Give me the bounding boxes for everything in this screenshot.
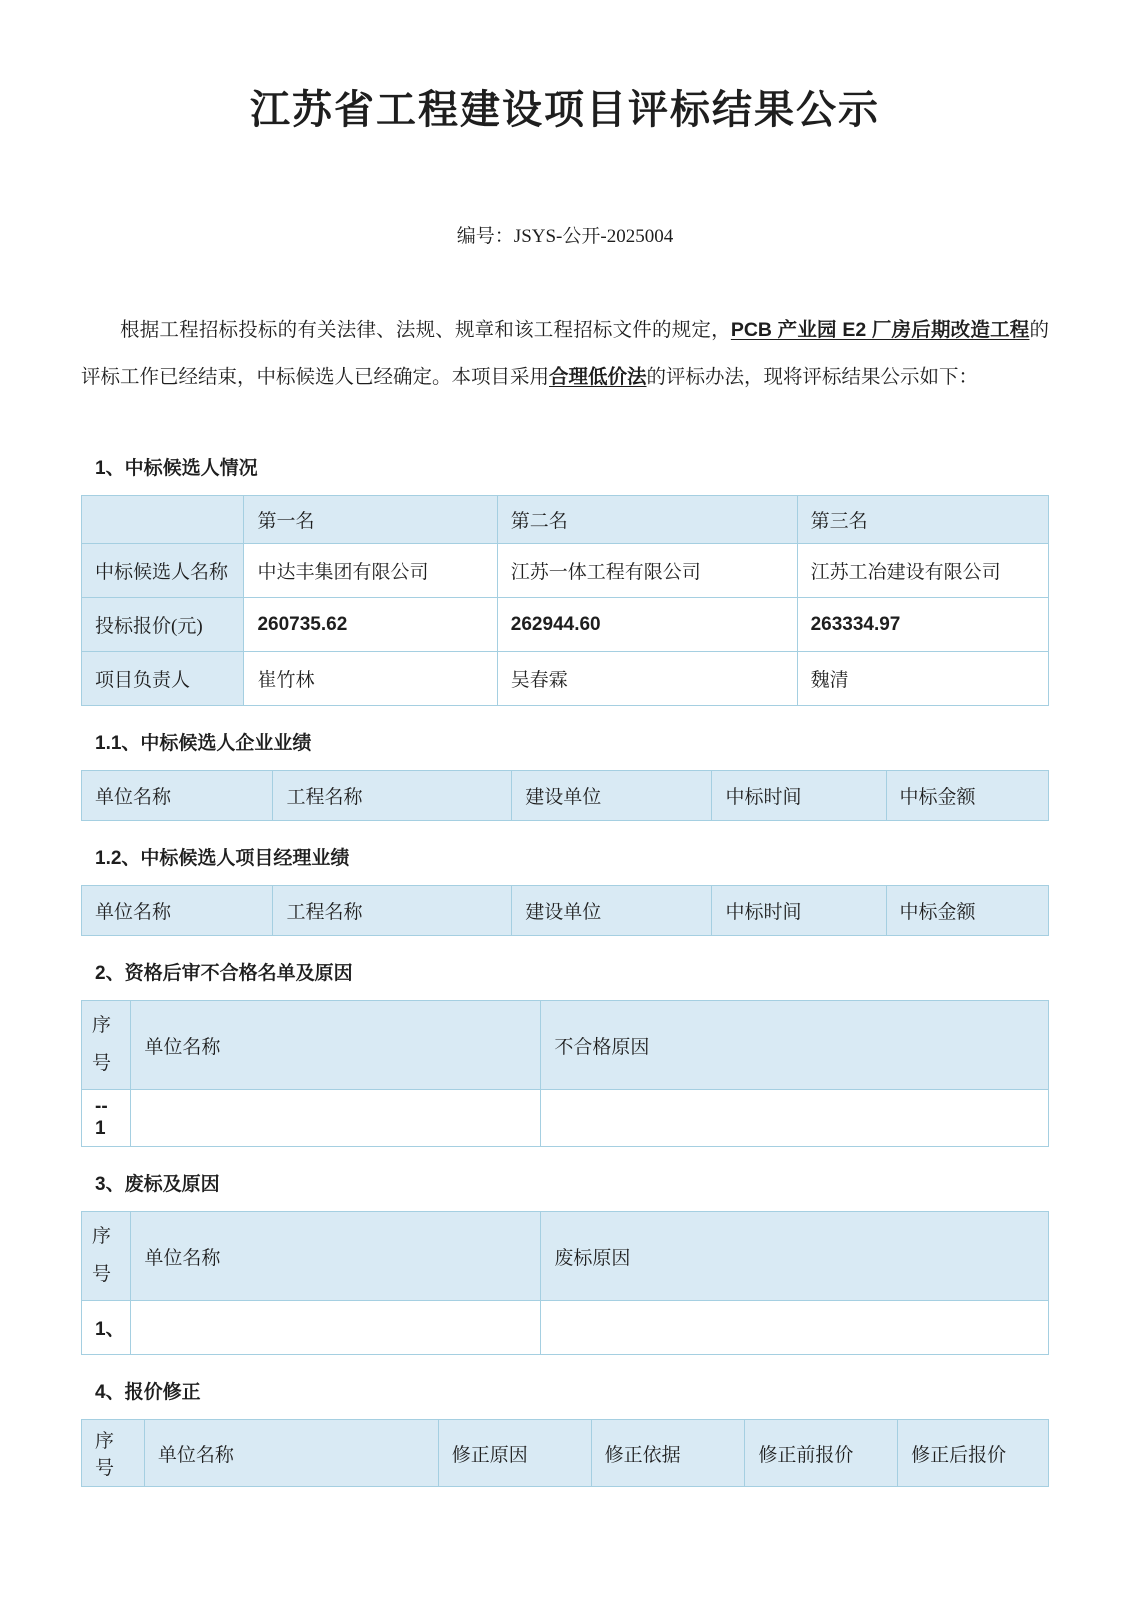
table-header-row [82,886,1049,936]
table-header-row [82,1420,1049,1487]
project-name: PCB 产业园 E2 厂房后期改造工程 [730,319,1030,341]
column-header-unit-name: 单位名称 [131,1212,541,1301]
column-header-unit-name: 单位名称 [82,771,273,821]
intro-mid: 的评标工作已经结束，中标候选人已经确定。本项目采用 [81,320,1049,388]
table-row [82,1090,1049,1147]
column-header-seq-no: 序号 [82,1420,145,1487]
column-header-second-place: 第二名 [497,496,797,544]
column-header-construction-unit: 建设单位 [512,886,712,936]
disqualified-table [81,1000,1049,1147]
unit-name-cell [131,1090,541,1147]
column-header-unit-name: 单位名称 [144,1420,438,1487]
corner-header-cell [82,496,244,544]
column-header-construction-unit: 建设单位 [512,771,712,821]
section-1-2-heading: 1.2、中标候选人项目经理业绩 [95,848,350,869]
project-manager-row [82,652,1049,706]
column-header-unit-name: 单位名称 [82,886,273,936]
column-header-award-amount: 中标金额 [886,886,1049,936]
column-header-award-amount: 中标金额 [886,771,1049,821]
intro-paragraph [81,307,1049,401]
column-header-correction-reason: 修正原因 [438,1420,591,1487]
column-header-seq-no: 序号 [82,1212,131,1301]
table-header-row [82,1212,1049,1301]
column-header-correction-basis: 修正依据 [591,1420,745,1487]
table-header-row [82,1001,1049,1090]
column-header-disqualify-reason: 不合格原因 [541,1001,1049,1090]
row-label: 投标报价(元) [82,598,244,652]
column-header-award-time: 中标时间 [712,771,886,821]
bid-price-2: 262944.60 [497,598,797,652]
rejected-bids-table [81,1211,1049,1355]
bid-price-1: 260735.62 [244,598,497,652]
section-1-1-heading: 1.1、中标候选人企业业绩 [95,733,312,754]
price-correction-table [81,1419,1049,1487]
company-performance-table [81,770,1049,821]
disqualify-reason-cell [541,1090,1049,1147]
section-4-heading: 4、报价修正 [95,1382,201,1403]
project-manager-2: 吴春霖 [497,652,797,706]
table-row [82,1301,1049,1355]
column-header-award-time: 中标时间 [712,886,886,936]
bid-price-3: 263334.97 [797,598,1048,652]
winning-candidates-table [81,495,1049,706]
column-header-price-after: 修正后报价 [898,1420,1049,1487]
bid-price-row [82,598,1049,652]
row-label: 中标候选人名称 [82,544,244,598]
column-header-price-before: 修正前报价 [745,1420,898,1487]
section-1-heading: 1、中标候选人情况 [95,458,258,479]
column-header-project-name: 工程名称 [273,771,512,821]
reject-reason-cell [541,1301,1049,1355]
candidate-name-row [82,544,1049,598]
candidate-name-3: 江苏工冶建设有限公司 [797,544,1048,598]
section-2-heading: 2、资格后审不合格名单及原因 [95,963,353,984]
intro-tail: 的评标办法，现将评标结果公示如下： [646,367,979,388]
column-header-reject-reason: 废标原因 [541,1212,1049,1301]
intro-lead: 根据工程招标投标的有关法律、法规、规章和该工程招标文件的规定， [120,320,731,341]
column-header-unit-name: 单位名称 [131,1001,541,1090]
candidate-name-1: 中达丰集团有限公司 [244,544,497,598]
project-manager-3: 魏清 [797,652,1048,706]
column-header-project-name: 工程名称 [273,886,512,936]
project-manager-1: 崔竹林 [244,652,497,706]
column-header-first-place: 第一名 [244,496,497,544]
seq-no-cell: --1 [82,1090,131,1147]
seq-no-cell: 1、 [82,1301,131,1355]
candidate-name-2: 江苏一体工程有限公司 [497,544,797,598]
unit-name-cell [131,1301,541,1355]
manager-performance-table [81,885,1049,936]
row-label: 项目负责人 [82,652,244,706]
column-header-seq-no: 序号 [82,1001,131,1090]
evaluation-method: 合理低价法 [549,366,647,388]
table-header-row [82,496,1049,544]
column-header-third-place: 第三名 [797,496,1048,544]
table-header-row [82,771,1049,821]
page-title: 江苏省工程建设项目评标结果公示 [250,87,880,132]
doc-number: 编号：JSYS-公开-2025004 [456,226,674,247]
section-3-heading: 3、废标及原因 [95,1174,220,1195]
